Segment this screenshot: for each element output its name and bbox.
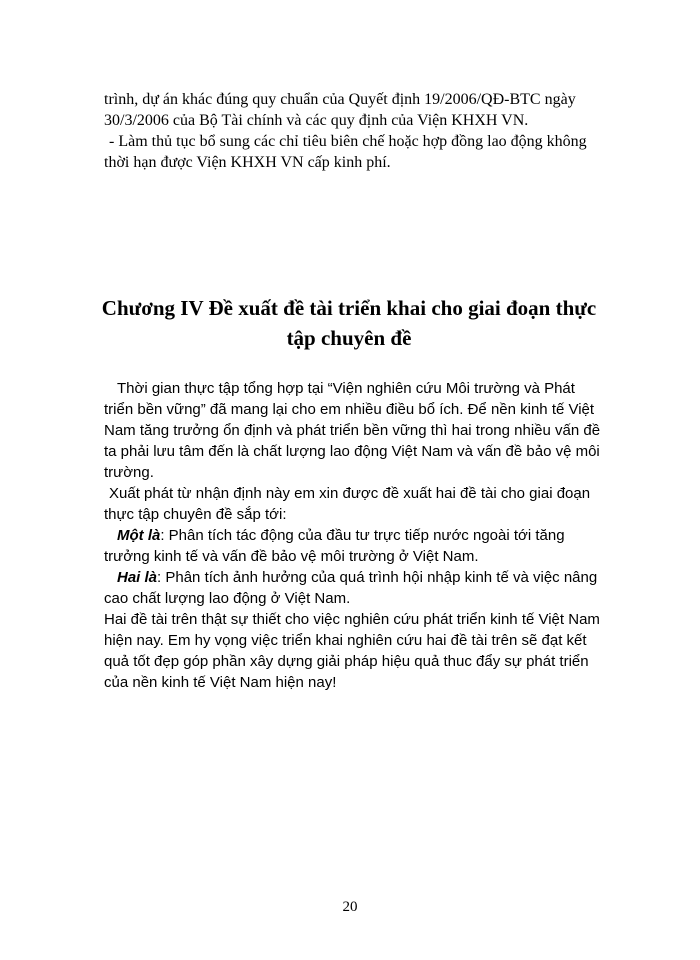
page-number: 20 xyxy=(342,899,358,915)
body-paragraph-2: Xuất phát từ nhận định này em xin được đề xuất hai đề tài cho giai đoạn thực tập chuyên đề sắp tới: xyxy=(104,485,591,523)
proposal-item-1 xyxy=(104,525,602,567)
chapter-heading: Chương IV Đề xuất đề tài triển khai cho giai đoạn thực tập chuyên đề xyxy=(101,296,597,350)
body-paragraph-1: Thời gian thực tập tổng hợp tại “Viện nghiên cứu Môi trường và Phát triển bền vững” đã mang lại cho em nhiều điều bổ ích. Để nền kinh tế Việt Nam tăng trưởng ổn định và phát triển bền vững thì hai trong nhiều vấn đề ta phải lưu tâm đến là chất lượng lao động Việt Nam và vấn đề bảo vệ môi trường. xyxy=(104,380,601,481)
intro-section xyxy=(104,89,604,173)
body-paragraph-3: Hai đề tài trên thật sự thiết cho việc nghiên cứu phát triển kinh tế Việt Nam hiện nay. Em hy vọng việc triển khai nghiên cứu hai đề tài trên sẽ đạt kết quả tốt đẹp góp phần xây dựng giải pháp hiệu quả thuc đẩy sự phát triển của nền kinh tế Việt Nam hiện nay! xyxy=(104,611,600,691)
intro-paragraph-1: trình, dự án khác đúng quy chuẩn của Quyết định 19/2006/QĐ-BTC ngày 30/3/2006 của Bộ Tài chính và các quy định của Viện KHXH VN. xyxy=(104,91,576,129)
proposal-item-2-text: : Phân tích ảnh hưởng của quá trình hội nhập kinh tế và việc nâng cao chất lượng lao động ở Việt Nam. xyxy=(104,569,598,607)
intro-paragraph-2: - Làm thủ tục bổ sung các chỉ tiêu biên chế hoặc hợp đồng lao động không thời hạn được Viện KHXH VN cấp kinh phí. xyxy=(104,133,587,171)
proposal-item-1-label: Một là xyxy=(117,527,161,544)
proposal-item-2 xyxy=(104,567,602,609)
proposal-item-2-label: Hai là xyxy=(117,569,158,586)
body-section xyxy=(104,378,602,693)
proposal-item-1-text: : Phân tích tác động của đầu tư trực tiếp nước ngoài tới tăng trưởng kinh tế và vấn đề bảo vệ môi trường ở Việt Nam. xyxy=(104,527,565,565)
